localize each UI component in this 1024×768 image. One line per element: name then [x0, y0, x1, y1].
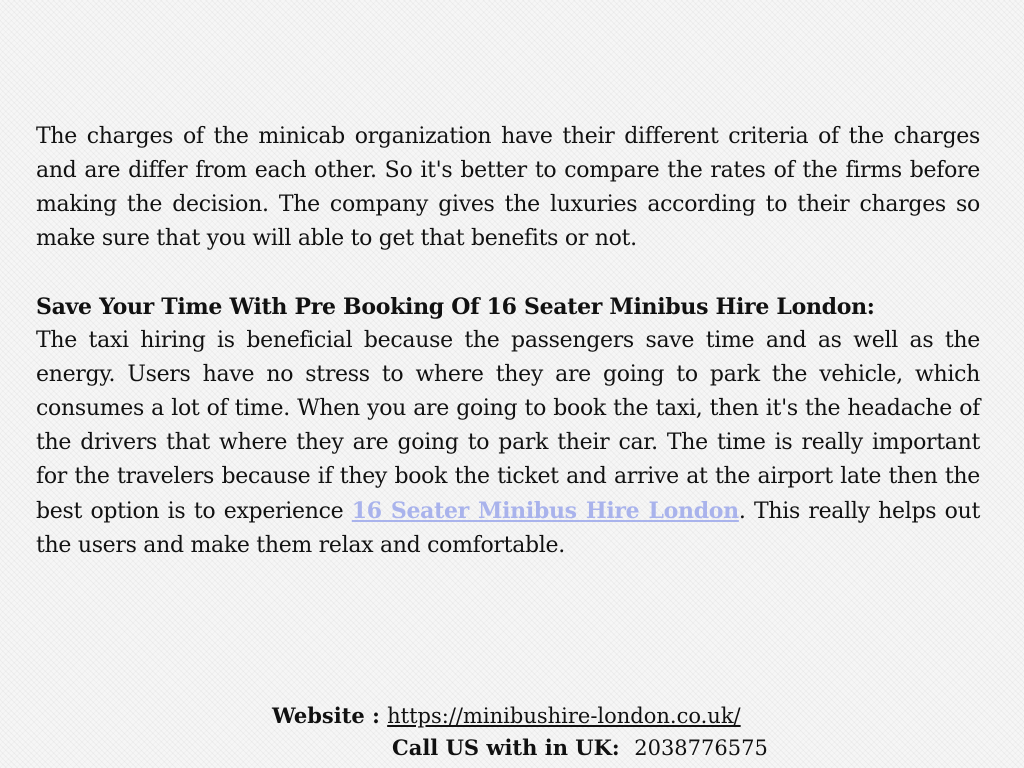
- website-url-link[interactable]: https://minibushire-london.co.uk/: [387, 704, 741, 728]
- call-label: Call US with in UK:: [392, 735, 635, 760]
- website-label: Website :: [272, 703, 388, 728]
- section-heading: Save Your Time With Pre Booking Of 16 Seater Minibus Hire London:: [36, 294, 875, 320]
- paragraph-taxi-hiring: [36, 324, 980, 563]
- website-line: [272, 700, 741, 732]
- paragraph-spacer: [36, 256, 980, 290]
- paragraph-charges: The charges of the minicab organization have their different criteria of the charges and are differ from each other. So it's better to compare the rates of the firms before making the decision. The company gives the luxuries according to their charges so make sure that you will able to get that benefits or not.: [36, 124, 980, 251]
- phone-number: 2038776575: [634, 736, 768, 760]
- phone-line: [392, 732, 768, 764]
- paragraph-taxi-hiring-text: The taxi hiring is beneficial because the passengers save time and as well as the energy. Users have no stress to where they are going to park the vehicle, which consumes a lot of time. When you are going to book the taxi, then it's the headache of the drivers that where they are going to park their car. The time is really important for the travelers because if they book the ticket and arrive at the airport late then the best option is to experience: [36, 328, 980, 524]
- paragraph-taxi-hiring-end: . This really helps out the users and make them relax and comfortable.: [36, 499, 980, 558]
- main-content: [36, 120, 980, 563]
- minibus-hire-link[interactable]: 16 Seater Minibus Hire London: [351, 498, 739, 524]
